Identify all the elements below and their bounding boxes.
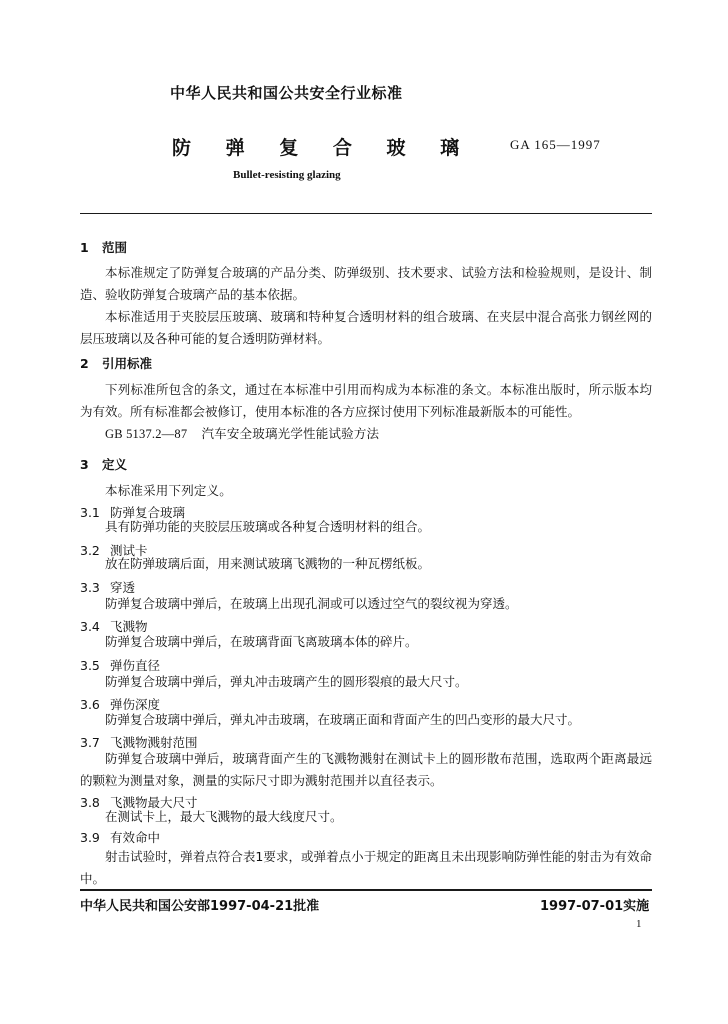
definition-number: 3.1 [80,505,100,520]
section-number: 1 [80,240,89,255]
definition-term: 有效命中 [110,830,161,845]
referenced-standard [105,424,379,442]
section-title: 范围 [102,240,128,255]
definition-number: 3.6 [80,697,100,712]
section-2-paragraph-1: 下列标准所包含的条文，通过在本标准中引用而构成为本标准的条文。本标准出版时，所示版本均为有效。所有标准都会被修订，使用本标准的各方应探讨使用下列标准最新版本的可能性。 [80,382,652,419]
reference-title: 汽车安全玻璃光学性能试验方法 [201,426,380,441]
section-title: 引用标准 [102,356,153,371]
document-title: 防 弹 复 合 玻 璃 [172,137,474,159]
header-rule [80,213,652,214]
definition-term: 穿透 [110,580,136,595]
section-3-heading [80,455,127,473]
definition-term: 飞溅物溅射范围 [110,735,198,750]
definition-3-4-text: 防弹复合玻璃中弹后，在玻璃背面飞离玻璃本体的碎片。 [105,634,418,649]
definition-term: 飞溅物 [110,619,148,634]
section-1-paragraph-2: 本标准适用于夹胶层压玻璃、玻璃和特种复合透明材料的组合玻璃、在夹层中混合高张力钢丝网的层压玻璃以及各种可能的复合透明防弹材料。 [80,309,652,346]
definition-3-9-text: 射击试验时，弹着点符合表1要求，或弹着点小于规定的距离且未出现影响防弹性能的射击为有效命中。 [80,849,652,886]
definition-3-9-heading [80,828,160,846]
standard-code: GA 165—1997 [510,137,601,152]
section-1-heading [80,238,127,256]
definition-number: 3.5 [80,658,100,673]
definition-term: 测试卡 [110,543,148,558]
footer-rule [80,889,652,891]
definition-number: 3.3 [80,580,100,595]
definition-3-8-text: 在测试卡上，最大飞溅物的最大线度尺寸。 [105,809,343,824]
definition-term: 防弹复合玻璃 [110,505,186,520]
definition-3-6-text: 防弹复合玻璃中弹后，弹丸冲击玻璃，在玻璃正面和背面产生的凹凸变形的最大尺寸。 [105,712,581,727]
section-number: 2 [80,356,89,371]
section-3-intro: 本标准采用下列定义。 [105,483,233,498]
implementation-date: 1997-07-01实施 [540,899,650,914]
definition-3-7-text: 防弹复合玻璃中弹后，玻璃背面产生的飞溅物溅射在测试卡上的圆形散布范围，选取两个距离最远的颗粒为测量对象，测量的实际尺寸即为溅射范围并以直径表示。 [80,751,652,788]
definition-term: 弹伤深度 [110,697,161,712]
section-2-heading [80,354,152,372]
definition-number: 3.9 [80,830,100,845]
page-number: 1 [636,918,642,930]
document-title-english: Bullet-resisting glazing [233,169,341,181]
standard-category: 中华人民共和国公共安全行业标准 [170,84,403,102]
definition-3-5-text: 防弹复合玻璃中弹后，弹丸冲击玻璃产生的圆形裂痕的最大尺寸。 [105,674,468,689]
section-title: 定义 [102,457,128,472]
reference-code: GB 5137.2—87 [105,427,188,441]
definition-3-3-text: 防弹复合玻璃中弹后，在玻璃上出现孔洞或可以透过空气的裂纹视为穿透。 [105,596,518,611]
definition-3-2-text: 放在防弹玻璃后面，用来测试玻璃飞溅物的一种瓦楞纸板。 [105,556,431,571]
section-1-paragraph-1: 本标准规定了防弹复合玻璃的产品分类、防弹级别、技术要求、试验方法和检验规则，是设计、制造、验收防弹复合玻璃产品的基本依据。 [80,265,652,302]
definition-number: 3.8 [80,795,100,810]
definition-term: 飞溅物最大尺寸 [110,795,198,810]
definition-number: 3.2 [80,543,100,558]
definition-3-1-text: 具有防弹功能的夹胶层压玻璃或各种复合透明材料的组合。 [105,519,431,534]
definition-number: 3.4 [80,619,100,634]
approval-statement: 中华人民共和国公安部1997-04-21批准 [80,899,320,914]
definition-number: 3.7 [80,735,100,750]
definition-term: 弹伤直径 [110,658,161,673]
section-number: 3 [80,457,89,472]
